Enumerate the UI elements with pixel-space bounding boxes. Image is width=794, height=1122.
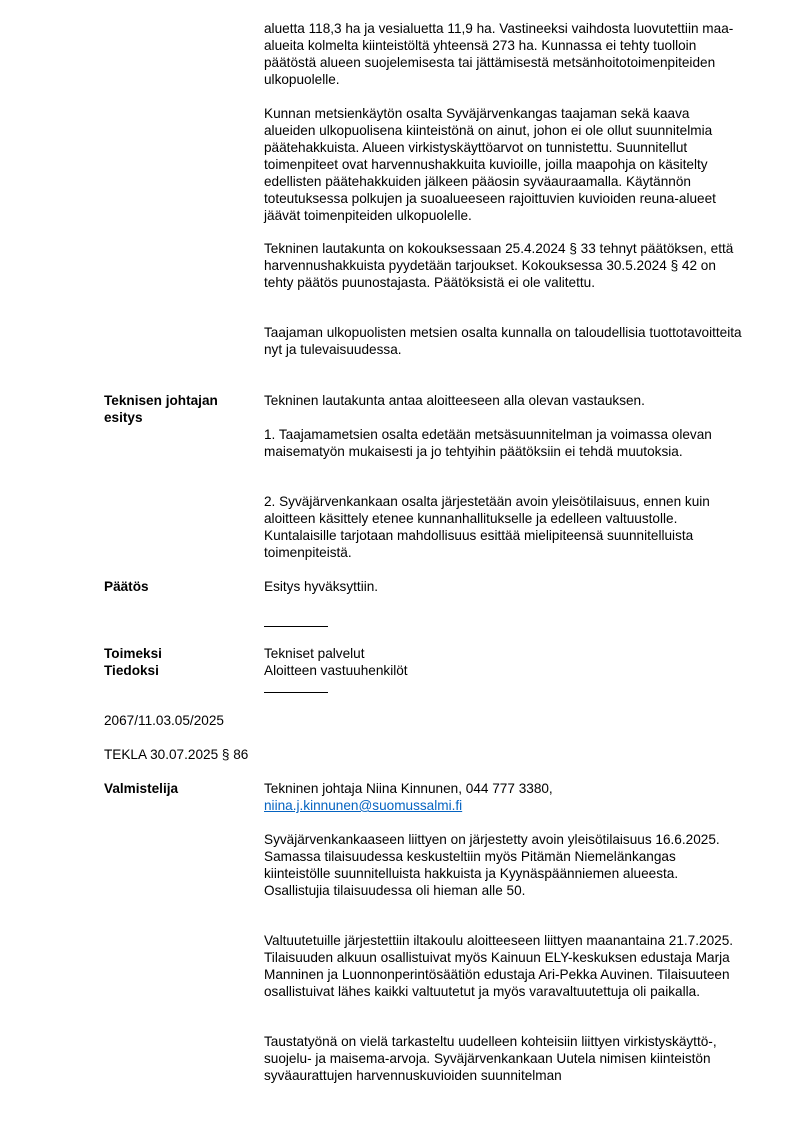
esitys-paragraph-3: 2. Syväjärvenkankaan osalta järjestetään avoin yleisötilaisuus, ennen kuin aloitteen käsittely etenee kunnanhallitukselle ja edelleen valtuustolle. Kuntalaisille tarjotaan mahdollisuus esittää mielipiteensä suunnitelluista toimenpiteistä. [264,494,710,560]
email-link[interactable]: niina.j.kinnunen@suomussalmi.fi [264,798,463,813]
tiedoksi-text: Aloitteen vastuuhenkilöt [264,663,408,678]
valmistelija-paragraph-2: Valtuutetuille järjestettiin iltakoulu aloitteeseen liittyen maanantaina 21.7.2025. Tilaisuuden alkuun osallistuivat myös Kainuun ELY-keskuksen edustaja Marja Manninen ja Luonnonperintösäätiön edustaja Ari-Pekka Auvinen. Tilaisuuteen osallistuivat lähes kaikki valtuutetut ja myös varavaltuutettuja oli paikalla. [264,933,734,999]
esitys-label-line-2: esitys [104,410,143,425]
intro-paragraph-3: Tekninen lautakunta on kokouksessaan 25.4.2024 § 33 tehnyt päätöksen, että harvennushakkuista pyydetään tarjoukset. Kokouksessa 30.5.2024 § 42 on tehty päätös puunostajasta. Päätöksistä ei ole valitettu. [264,241,734,290]
valmistelija-label: Valmistelija [104,781,179,796]
valmistelija-paragraph-3: Taustatyönä on vielä tarkasteltu uudelleen kohteisiin liittyen virkistyskäyttö-, suojelu- ja maisema-arvoja. Syväjärvenkankaan Uutela nimisen kiinteistön syväaurattujen harvennuskuvioiden suunnitelman [264,1034,717,1083]
intro-paragraph-1: aluetta 118,3 ha ja vesialuetta 11,9 ha. Vastineeksi vaihdosta luovutettiin maa-alueita kolmelta kiinteistöltä yhteensä 273 ha. Kunnassa ei tehty tuolloin päätöstä alueen suojelemisesta tai jättämisestä metsänhoitotoimenpiteiden ulkopuolelle. [264,21,734,87]
valmistelija-paragraph-1: Syväjärvenkankaaseen liittyen on järjestetty avoin yleisötilaisuus 16.6.2025. Samassa tilaisuudessa keskusteltiin myös Pitämän Niemelänkangas kiinteistölle suunnitelluista hakkuista ja Kyynäspäänniemen alueesta. Osallistujia tilaisuudessa oli hieman alle 50. [264,832,720,898]
valmistelija-contact [264,780,744,814]
intro-paragraph-2: Kunnan metsienkäytön osalta Syväjärvenkangas taajaman sekä kaava alueiden ulkopuolisena kiinteistönä on ainut, johon ei ole ollut suunnitelmia päätehakkuista. Alueen virkistyskäyttöarvot on tunnistettu. Suunnitellut toimenpiteet ovat harvennushakkuita kuvioille, joilla maapohja on käsitelty edellisten päätehakkuiden jälkeen pääosin syväauraamalla. Käytännön toteutuksessa polkujen ja suoalueeseen rajoittuvien kuvioiden reuna-alueet jäävät toimenpiteiden ulkopuolelle. [264,106,716,223]
meeting-reference: TEKLA 30.07.2025 § 86 [104,747,249,762]
esitys-label [104,392,218,426]
intro-paragraph-4: Taajaman ulkopuolisten metsien osalta kunnalla on taloudellisia tuottotavoitteita nyt ja tulevaisuudessa. [264,325,742,357]
esitys-paragraph-1: Tekninen lautakunta antaa aloitteeseen alla olevan vastauksen. [264,393,645,408]
toimeksi-text: Tekniset palvelut [264,646,365,661]
separator-line-1 [264,626,328,627]
esitys-label-line-1: Teknisen johtajan [104,393,218,408]
valmistelija-name-line: Tekninen johtaja Niina Kinnunen, 044 777 3380, [264,781,553,796]
paatos-label: Päätös [104,579,149,594]
esitys-paragraph-2: 1. Taajamametsien osalta edetään metsäsuunnitelman ja voimassa olevan maisematyön mukaisesti ja jo tehtyihin päätöksiin ei tehdä muutoksia. [264,427,712,459]
tiedoksi-label: Tiedoksi [104,663,159,678]
paatos-text: Esitys hyväksyttiin. [264,579,379,594]
reference-number: 2067/11.03.05/2025 [104,713,224,728]
separator-line-2 [264,692,328,693]
toimeksi-label: Toimeksi [104,646,162,661]
